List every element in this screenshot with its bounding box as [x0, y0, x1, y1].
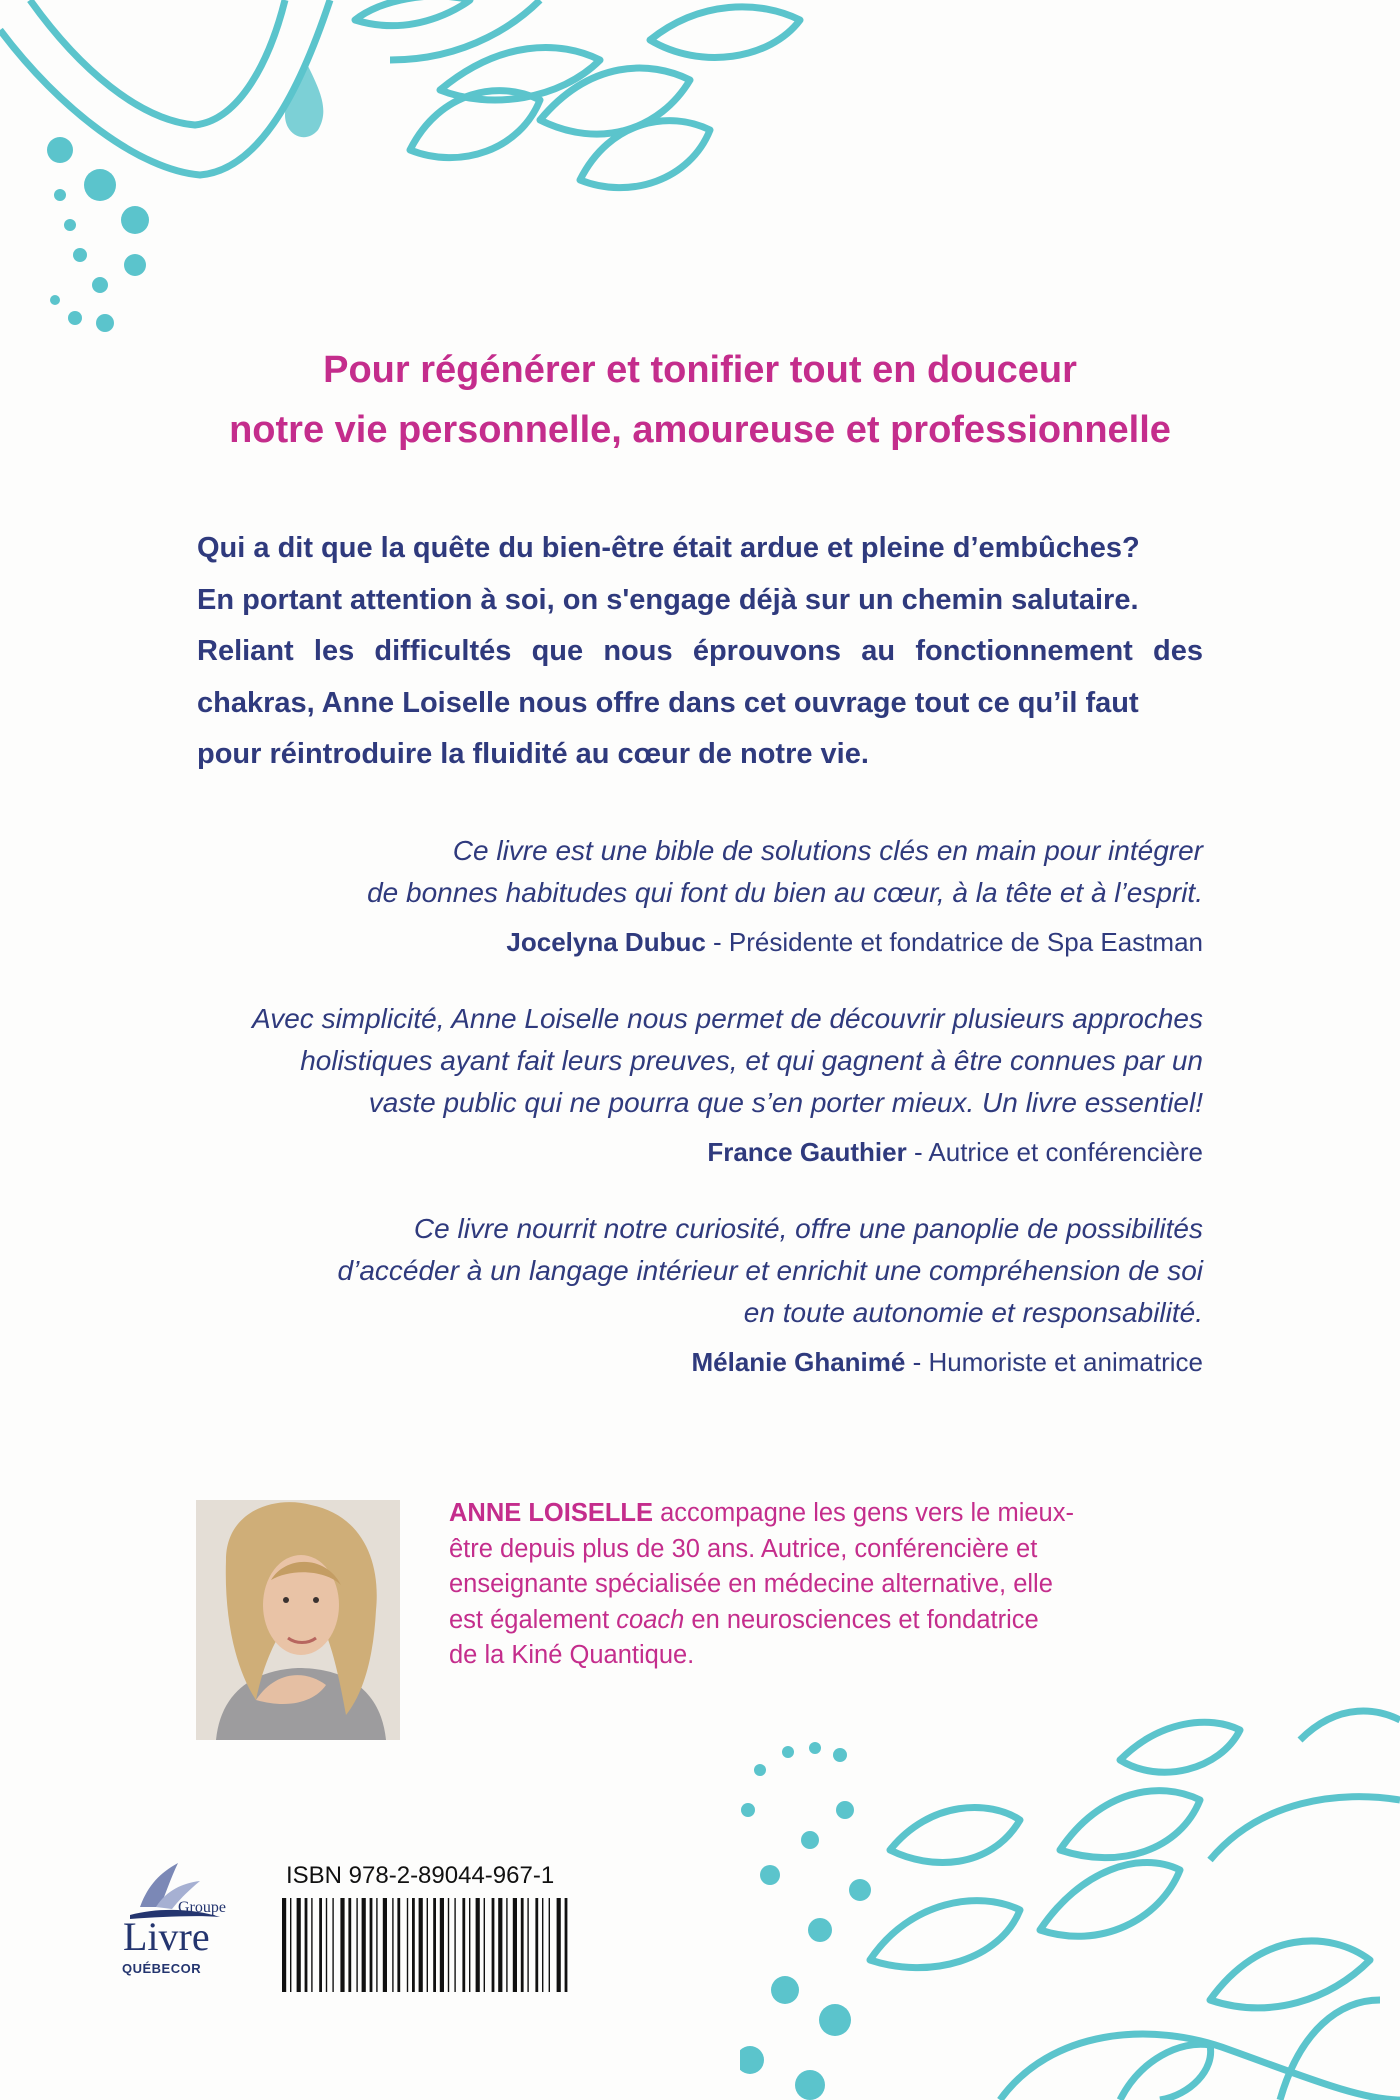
testimonial-line: en toute autonomie et responsabilité.	[743, 1297, 1203, 1328]
author-name: ANNE LOISELLE	[449, 1499, 654, 1527]
testimonial-line: de bonnes habitudes qui font du bien au cœur, à la tête et à l’esprit.	[367, 877, 1203, 908]
testimonial-line: Ce livre est une bible de solutions clés en main pour intégrer	[452, 835, 1203, 866]
testimonial-line: Ce livre nourrit notre curiosité, offre une panoplie de possibilités	[413, 1213, 1203, 1244]
testimonial-line: Avec simplicité, Anne Loiselle nous permet de découvrir plusieurs approches	[252, 1003, 1203, 1034]
intro-line: pour réintroduire la fluidité au cœur de notre vie.	[197, 738, 869, 770]
testimonial-attribution	[252, 1132, 1203, 1172]
testimonial-attribution	[367, 922, 1203, 962]
tagline-line-1: Pour régénérer et tonifier tout en douceur	[323, 349, 1077, 391]
bio-text: est également	[449, 1605, 617, 1634]
publisher-livre: Livre	[123, 1914, 210, 1959]
tagline-line-2: notre vie personnelle, amoureuse et professionnelle	[229, 409, 1171, 451]
testimonial-text	[252, 998, 1203, 1124]
testimonial-role: - Humoriste et animatrice	[905, 1347, 1203, 1377]
author-photo	[196, 1500, 400, 1740]
testimonial-author: Mélanie Ghanimé	[691, 1347, 906, 1377]
bio-text-italic: coach	[616, 1605, 685, 1634]
testimonial-role: - Présidente et fondatrice de Spa Eastman	[705, 927, 1203, 957]
testimonial-text	[367, 830, 1203, 914]
testimonial-line: holistiques ayant fait leurs preuves, et qui gagnent à être connues par un	[300, 1045, 1203, 1076]
bio-text: accompagne les gens vers le mieux-	[653, 1499, 1074, 1527]
intro-line: En portant attention à soi, on s'engage déjà sur un chemin salutaire.	[197, 583, 1139, 616]
barcode	[280, 1898, 570, 1992]
testimonial-1	[367, 830, 1203, 962]
bio-line: enseignante spécialisée en médecine alternative, elle	[449, 1570, 1053, 1598]
testimonial-role: - Autrice et conférencière	[906, 1137, 1203, 1167]
testimonial-line: d’accéder à un langage intérieur et enrichit une compréhension de soi	[337, 1255, 1203, 1286]
testimonial-3	[338, 1208, 1203, 1382]
bio-line: être depuis plus de 30 ans. Autrice, conférencière et	[449, 1534, 1038, 1563]
top-floral-ornament	[0, 0, 850, 360]
bottom-floral-ornament	[740, 1700, 1400, 2100]
intro-line: chakras, Anne Loiselle nous offre dans cet ouvrage tout ce qu’il faut	[197, 686, 1139, 719]
testimonial-2	[252, 998, 1203, 1172]
bio-line: de la Kiné Quantique.	[449, 1641, 695, 1669]
testimonial-text	[338, 1208, 1203, 1334]
isbn-label: ISBN 978-2-89044-967-1	[286, 1862, 555, 1889]
bio-line	[449, 1603, 1089, 1639]
bio-text: en neurosciences et fondatrice	[684, 1605, 1039, 1634]
intro-line: Qui a dit que la quête du bien-être était ardue et pleine d’embûches?	[197, 532, 1140, 564]
publisher-logo	[100, 1855, 240, 1985]
testimonial-author: France Gauthier	[707, 1137, 907, 1167]
testimonial-attribution	[338, 1342, 1203, 1382]
testimonial-line: vaste public qui ne pourra que s’en porter mieux. Un livre essentiel!	[368, 1087, 1203, 1118]
author-bio	[449, 1496, 1089, 1674]
intro-paragraph	[197, 523, 1203, 781]
publisher-quebecor: QUÉBECOR	[122, 1961, 202, 1976]
publisher-groupe: Groupe	[178, 1899, 226, 1916]
author-portrait-illustration	[196, 1500, 400, 1740]
bio-line	[449, 1496, 1089, 1532]
intro-line: Reliant les difficultés que nous éprouvons au fonctionnement des	[197, 635, 1203, 667]
tagline	[0, 340, 1400, 460]
testimonial-author: Jocelyna Dubuc	[506, 927, 706, 957]
